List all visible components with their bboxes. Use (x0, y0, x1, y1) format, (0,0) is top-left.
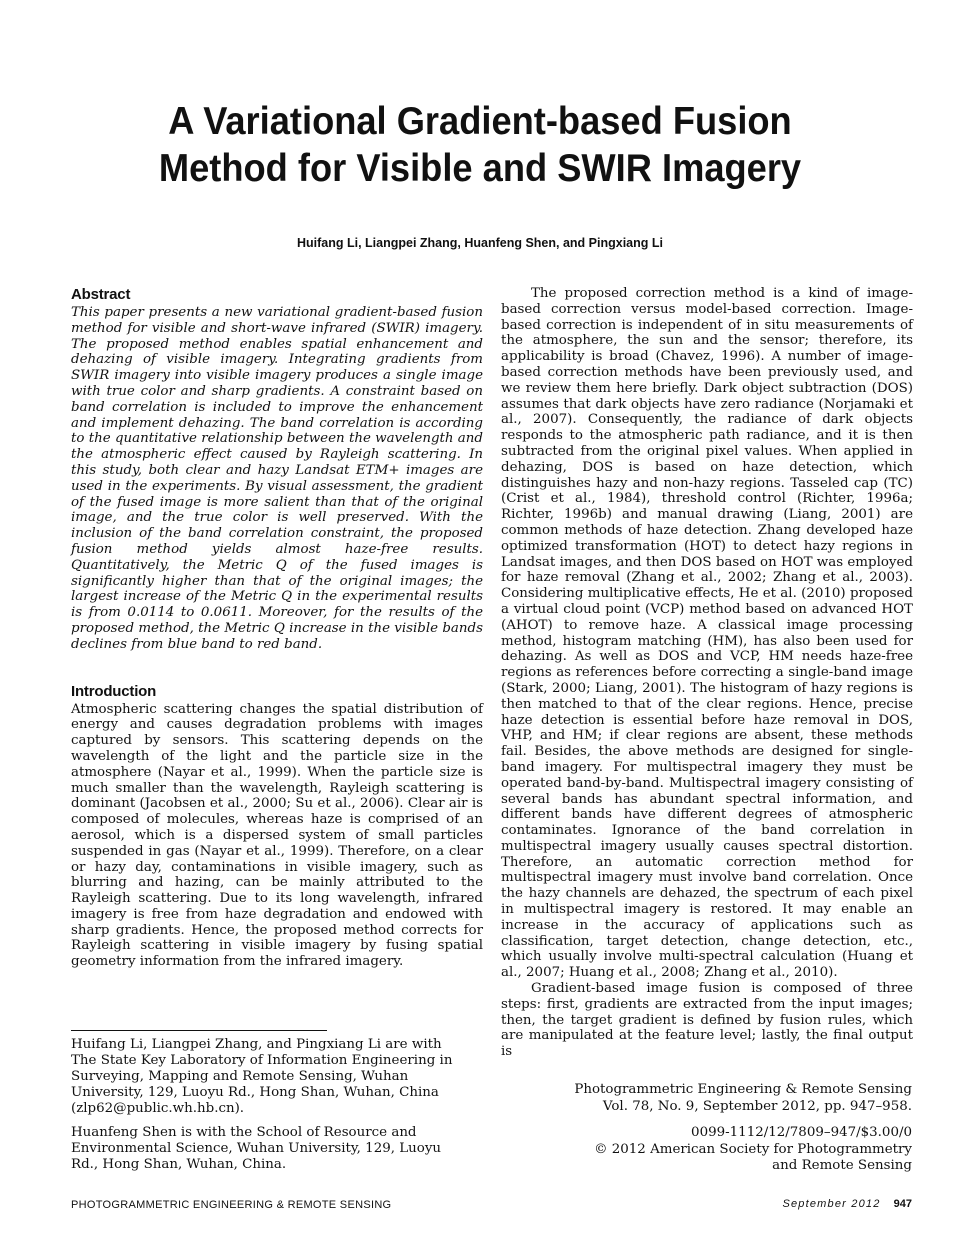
left-column (71, 286, 483, 970)
right-column (501, 286, 913, 1060)
copyright-line-1: © 2012 American Society for Photogrammetry (594, 1141, 912, 1157)
journal-name: Photogrammetric Engineering & Remote Sensing (574, 1082, 912, 1097)
title-line-2: Method for Visible and SWIR Imagery (158, 147, 802, 190)
footnote-rule (71, 1030, 327, 1031)
footer-page-info (782, 1198, 912, 1210)
body-paragraph-2: Gradient-based image fusion is composed of three steps: first, gradients are extracted from the input images; then, the target gradient is defined by fusion rules, which are manipulated at the feature level; lastly, the final output is (501, 981, 913, 1060)
footer-journal-name: PHOTOGRAMMETRIC ENGINEERING & REMOTE SENSING (71, 1199, 392, 1211)
abstract-text: This paper presents a new variational gradient-based fusion method for visible and short-wave infrared (SWIR) imagery. The proposed method enables spatial enhancement and dehazing of visible imagery. Integrating gradients from SWIR imagery into visible imagery produces a single image with true color and sharp gradients. A constraint based on band correlation is included to improve the enhancement and implement dehazing. The band correlation is according to the quantitative relationship between the wavelength and the atmospheric effect caused by Rayleigh scattering. In this study, both clear and hazy Landsat ETM+ images are used in the experiments. By visual assessment, the gradient of the fused image is more salient than that of the original image, and the true color is well preserved. With the inclusion of the band correlation constraint, the proposed fusion method yields almost haze-free results. Quantitatively, the Metric Q of the fused images is significantly higher than that of the original images; the largest increase of the Metric Q in the experimental results is from 0.0114 to 0.0611. Moreover, for the results of the proposed method, the Metric Q increase in the visible bands declines from blue band to red band. (71, 305, 483, 652)
journal-volume: Vol. 78, No. 9, September 2012, pp. 947–958. (602, 1098, 912, 1114)
author-list: Huifang Li, Liangpei Zhang, Huanfeng Shen, and Pingxiang Li (297, 236, 663, 250)
abstract-heading: Abstract (71, 286, 131, 303)
title-line-1: A Variational Gradient-based Fusion (168, 100, 792, 143)
author-footnotes (71, 1030, 471, 1181)
footer-month: September 2012 (782, 1198, 881, 1210)
footnote-2: Huanfeng Shen is with the School of Resource and Environmental Science, Wuhan University, 129, Luoyu Rd., Hong Shan, Wuhan, China. (71, 1125, 442, 1172)
body-paragraph-1: The proposed correction method is a kind of image-based correction versus model-based correction. Image-based correction is independent of in situ measurements of the atmosphere, the sun and the sensor; therefore, its applicability is broad (Chavez, 1996). A number of image-based correction methods have been previously used, and we review them here briefly. Dark object subtraction (DOS) assumes that dark objects have zero radiance (Norjamaki et al., 2007). Consequently, the radiance of dark objects responds to the atmospheric path radiance, and it is then subtracted from the original pixel values. When applied in dehazing, DOS is based on haze detection, which distinguishes hazy and non-hazy regions. Tasseled cap (TC) (Crist et al., 1984), threshold control (Richter, 1996a; Richter, 1996b) and manual drawing (Liang, 2001) are common methods of haze detection. Zhang developed haze optimized transformation (HOT) to detect hazy regions in Landsat images, and then DOS based on HOT was employed for haze removal (Zhang et al., 2002; Zhang et al., 2003). Considering multiplicative effects, He et al. (2010) proposed a virtual cloud point (VCP) method based on advanced HOT (AHOT) to remove haze. A classical image processing method, histogram matching (HM), has also been used for dehazing. As well as DOS and VCP, HM needs haze-free regions as references before correcting a single-band image (Stark, 2000; Liang, 2001). The histogram of hazy regions is then matched to that of the clear regions. Hence, precise haze detection is essential before haze removal in DOS, VHP, and HM; if clear regions are absent, these methods fail. Besides, the above methods are designed for single-band imagery. For multispectral imagery they must be operated band-by-band. Multispectral imagery consisting of several bands has abundant spectral information, and different bands have different degrees of atmospheric contaminates. Ignorance of the band correlation in multispectral imagery usually causes spectral distortion. Therefore, an automatic correction method for multispectral imagery must involve band correlation. Once the hazy channels are dehazed, the spectrum of each pixel in multispectral imagery is restored. It may enable an increase in the accuracy of applications such as classification, target detection, change detection, etc., which usually involve multi-spectral calculation (Huang et al., 2007; Huang et al., 2008; Zhang et al., 2010). (501, 286, 913, 981)
introduction-text: Atmospheric scattering changes the spatial distribution of energy and causes degradation problems with images captured by sensors. This scattering depends on the wavelength of the light and the particle size in the atmosphere (Nayar et al., 1999). When the particle size is much smaller than the wavelength, Rayleigh scattering is dominant (Jacobsen et al., 2000; Su et al., 2006). Clear air is composed of molecules, whereas haze is comprised of an aerosol, which is a dispersed system of small particles suspended in gas (Nayar et al., 1999). Therefore, on a clear or hazy day, contaminations in visible imagery, such as blurring and hazing, can be mainly attributed to the Rayleigh scattering. Due to its long wavelength, infrared imagery is free from haze degradation and endowed with sharp gradients. Hence, the proposed method corrects for Rayleigh scattering in visible imagery by fusing spatial geometry information from the infrared imagery. (71, 701, 483, 970)
journal-citation-block (492, 1082, 912, 1175)
journal-code: 0099-1112/12/7809–947/$3.00/0 (691, 1125, 912, 1140)
introduction-heading: Introduction (71, 682, 157, 700)
paper-title (108, 98, 852, 192)
copyright-line-2: and Remote Sensing (772, 1158, 912, 1173)
footnote-1: Huifang Li, Liangpei Zhang, and Pingxiang Li are with The State Key Laboratory of Information Engineering in Surveying, Mapping and Remote Sensing, Wuhan University, 129, Luoyu Rd., Hong Shan, Wuhan, China (zlp62@public.wh.hb.cn). (71, 1037, 453, 1116)
page-number: 947 (893, 1198, 912, 1210)
